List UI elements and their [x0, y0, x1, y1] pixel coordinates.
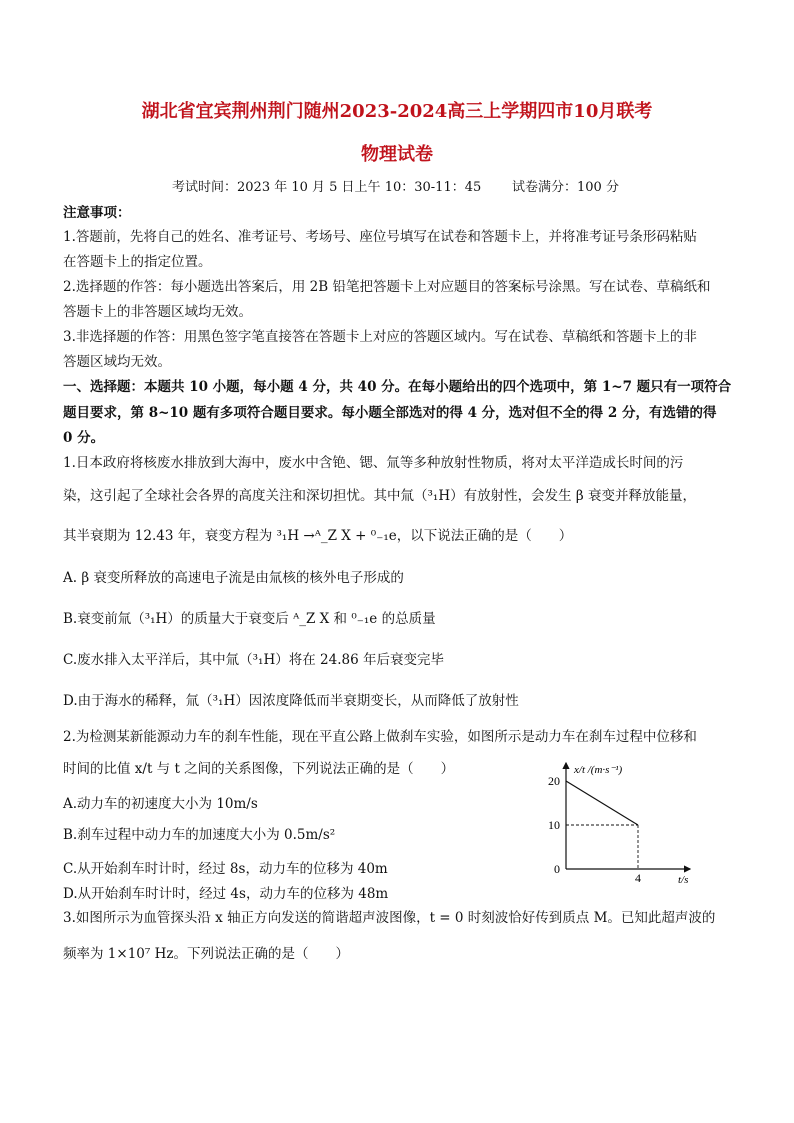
q2-stem: 时间的比值 x/t 与 t 之间的关系图像，下列说法正确的是（ ）	[63, 761, 455, 777]
q3-stem: 3.如图所示为血管探头沿 x 轴正方向发送的简谐超声波图像，t = 0 时刻波恰好传到质点 M。已知此超声波的	[63, 910, 716, 926]
q1-option-d: D.由于海水的稀释，氚（³₁H）因浓度降低而半衰期变长，从而降低了放射性	[63, 693, 519, 709]
xt-graph	[530, 757, 700, 887]
page-title: 湖北省宜宾荆州荆门随州2023-2024高三上学期四市10月联考	[141, 101, 653, 122]
q2-stem: 2.为检测某新能源动力车的刹车性能，现在平直公路上做刹车实验，如图所示是动力车在刹车过程中位移和	[63, 729, 697, 745]
q2-option-d: D.从开始刹车时计时，经过 4s，动力车的位移为 48m	[63, 886, 389, 902]
y-tick-label: 10	[548, 818, 560, 832]
q1-stem: 其半衰期为 12.43 年，衰变方程为 ³₁H →ᴬ_Z X + ⁰₋₁e，以下说法正确的是（ ）	[63, 528, 573, 544]
q1-stem: 染，这引起了全球社会各界的高度关注和深切担忧。其中氚（³₁H）有放射性，会发生 β 衰变并释放能量，	[63, 488, 696, 504]
full-score: 试卷满分：100 分	[512, 180, 619, 195]
note-line: 答题卡上的非答题区域均无效。	[63, 304, 252, 320]
note-line: 答题区域均无效。	[63, 354, 171, 370]
q3-stem: 频率为 1×10⁷ Hz。下列说法正确的是（ ）	[63, 946, 349, 962]
note-line: 3.非选择题的作答：用黑色签字笔直接答在答题卡上对应的答题区域内。写在试卷、草稿纸和答题卡上的非	[63, 329, 697, 345]
section-instructions: 题目要求，第 8~10 题有多项符合题目要求。每小题全部选对的得 4 分，选对但不全的得 2 分，有选错的得	[63, 405, 717, 421]
q2-option-c: C.从开始刹车时计时，经过 8s，动力车的位移为 40m	[63, 861, 388, 877]
q2-option-a: A.动力车的初速度大小为 10m/s	[63, 796, 258, 812]
note-line: 2.选择题的作答：每小题选出答案后，用 2B 铅笔把答题卡上对应题目的答案标号涂黑。写在试卷、草稿纸和	[63, 279, 711, 295]
exam-time: 考试时间：2023 年 10 月 5 日上午 10：30-11：45	[172, 180, 482, 195]
q1-stem: 1.日本政府将核废水排放到大海中，废水中含铯、锶、氚等多种放射性物质，将对太平洋造成长时间的污	[63, 455, 684, 471]
q1-option-b: B.衰变前氚（³₁H）的质量大于衰变后 ᴬ_Z X 和 ⁰₋₁e 的总质量	[63, 611, 436, 627]
y-tick-label: 20	[548, 774, 560, 788]
note-line: 1.答题前，先将自己的姓名、准考证号、考场号、座位号填写在试卷和答题卡上，并将准考证号条形码粘贴	[63, 229, 697, 245]
q1-option-c: C.废水排入太平洋后，其中氚（³₁H）将在 24.86 年后衰变完毕	[63, 652, 444, 668]
section-instructions: 一、选择题：本题共 10 小题，每小题 4 分，共 40 分。在每小题给出的四个选项中，第 1~7 题只有一项符合	[63, 379, 732, 395]
q1-option-a: A. β 衰变所释放的高速电子流是由氚核的核外电子形成的	[63, 570, 404, 586]
x-axis-label: t/s	[678, 874, 689, 886]
section-instructions: 0 分。	[63, 430, 105, 446]
note-line: 在答题卡上的指定位置。	[63, 254, 212, 270]
x-tick-label: 4	[635, 871, 641, 885]
page-subtitle: 物理试卷	[361, 144, 433, 165]
notes-heading: 注意事项：	[63, 205, 131, 221]
y-axis-label: x/t /(m·s⁻¹)	[574, 764, 623, 776]
series-line	[566, 781, 638, 825]
y-tick-label: 0	[554, 862, 560, 876]
q2-option-b: B.刹车过程中动力车的加速度大小为 0.5m/s²	[63, 827, 336, 843]
